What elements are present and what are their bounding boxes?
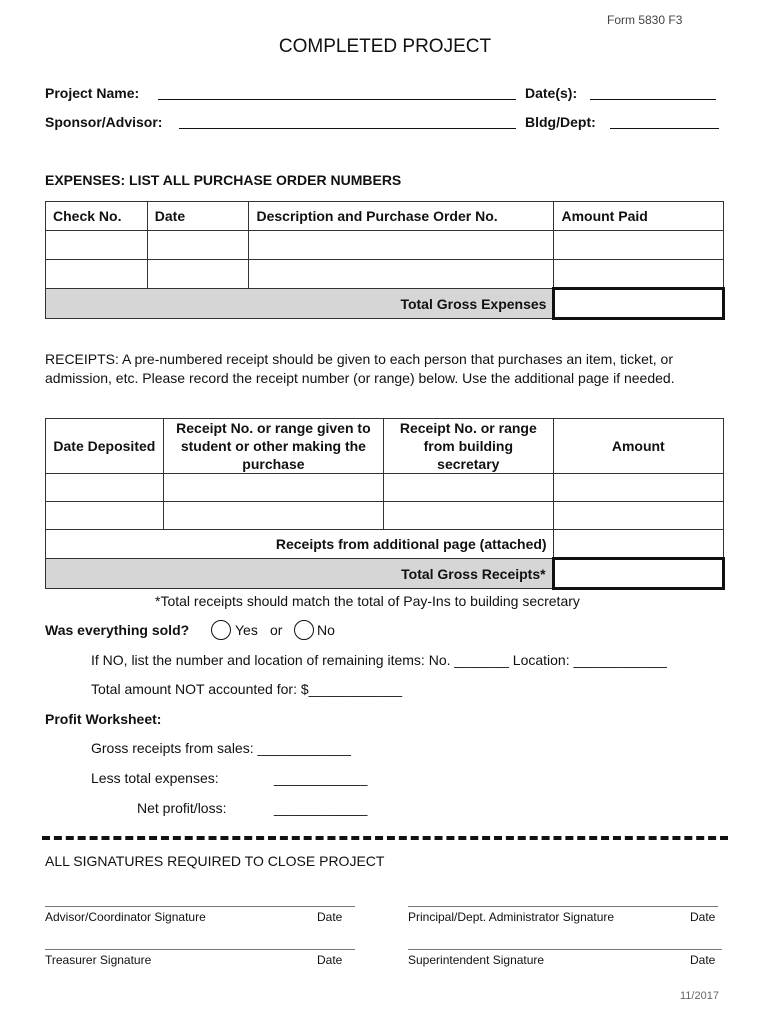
principal-date-label: Date: [690, 910, 716, 924]
advisor-signature-line[interactable]: [45, 906, 355, 907]
expenses-heading: EXPENSES: LIST ALL PURCHASE ORDER NUMBERS: [45, 172, 402, 188]
total-receipts-field[interactable]: [553, 559, 723, 589]
dashed-divider: [42, 836, 728, 840]
col-amount-paid: Amount Paid: [554, 202, 724, 231]
table-cell[interactable]: [249, 260, 554, 289]
col-description: Description and Purchase Order No.: [249, 202, 554, 231]
receipts-note: *Total receipts should match the total of Pay-Ins to building secretary: [155, 593, 580, 609]
not-accounted-line: Total amount NOT accounted for: $____________: [91, 681, 403, 697]
form-number: Form 5830 F3: [607, 13, 683, 27]
advisor-date-label: Date: [317, 910, 343, 924]
receipts-intro: RECEIPTS: A pre-numbered receipt should be given to each person that purchases an item, ticket, or admission, etc. Please record the receipt number (or range) below. Use the additional page if needed.: [45, 351, 675, 386]
net-profit-label: Net profit/loss:: [137, 800, 227, 816]
treasurer-signature-line[interactable]: [45, 949, 355, 950]
yes-radio[interactable]: [211, 620, 231, 640]
bldg-field[interactable]: [610, 128, 719, 129]
no-label: No: [317, 622, 335, 638]
additional-receipts-label: Receipts from additional page (attached): [46, 530, 554, 559]
less-expenses-blank: ____________: [274, 770, 368, 786]
treasurer-date-label: Date: [317, 953, 343, 967]
sold-question: Was everything sold?: [45, 622, 190, 638]
col-date-deposited: Date Deposited: [46, 419, 164, 474]
dates-field[interactable]: [590, 99, 716, 100]
table-cell[interactable]: [384, 502, 554, 530]
remaining-items-line: If NO, list the number and location of remaining items: No. _______ Location: ____________: [91, 652, 667, 668]
superintendent-signature-line[interactable]: [408, 949, 722, 950]
total-expenses-field[interactable]: [554, 289, 724, 319]
project-name-field[interactable]: [158, 99, 516, 100]
table-cell[interactable]: [553, 502, 723, 530]
sponsor-label: Sponsor/Advisor:: [45, 114, 163, 130]
gross-receipts-line: Gross receipts from sales: ____________: [91, 740, 351, 756]
table-cell[interactable]: [46, 474, 164, 502]
table-cell[interactable]: [147, 231, 249, 260]
table-cell[interactable]: [554, 260, 724, 289]
table-cell[interactable]: [553, 474, 723, 502]
table-cell[interactable]: [46, 231, 148, 260]
receipts-table: [45, 418, 725, 590]
total-expenses-label: Total Gross Expenses: [46, 289, 554, 319]
signatures-heading: ALL SIGNATURES REQUIRED TO CLOSE PROJECT: [45, 853, 385, 869]
col-amount: Amount: [553, 419, 723, 474]
page-title: COMPLETED PROJECT: [278, 36, 492, 57]
table-cell[interactable]: [384, 474, 554, 502]
sponsor-field[interactable]: [179, 128, 516, 129]
additional-receipts-field[interactable]: [553, 530, 723, 559]
yes-label: Yes: [235, 622, 258, 638]
no-radio[interactable]: [294, 620, 314, 640]
table-cell[interactable]: [249, 231, 554, 260]
table-cell[interactable]: [163, 474, 383, 502]
dates-label: Date(s):: [525, 85, 578, 101]
or-label: or: [270, 622, 283, 638]
bldg-label: Bldg/Dept:: [525, 114, 596, 130]
revision-date: 11/2017: [680, 990, 719, 1002]
table-cell[interactable]: [147, 260, 249, 289]
less-expenses-label: Less total expenses:: [91, 770, 219, 786]
project-name-label: Project Name:: [45, 85, 140, 101]
superintendent-signature-label: Superintendent Signature: [408, 953, 545, 967]
profit-heading: Profit Worksheet:: [45, 711, 162, 727]
table-cell[interactable]: [163, 502, 383, 530]
col-receipt-student: Receipt No. or range given to student or other making the purchase: [163, 419, 383, 474]
col-check-no: Check No.: [46, 202, 148, 231]
expenses-table: [45, 201, 725, 320]
table-cell[interactable]: [554, 231, 724, 260]
superintendent-date-label: Date: [690, 953, 716, 967]
treasurer-signature-label: Treasurer Signature: [45, 953, 152, 967]
principal-signature-line[interactable]: [408, 906, 718, 907]
principal-signature-label: Principal/Dept. Administrator Signature: [408, 910, 615, 924]
table-cell[interactable]: [46, 260, 148, 289]
col-date: Date: [147, 202, 249, 231]
advisor-signature-label: Advisor/Coordinator Signature: [45, 910, 206, 924]
net-profit-blank: ____________: [274, 800, 368, 816]
total-receipts-label: Total Gross Receipts*: [46, 559, 554, 589]
col-receipt-secretary: Receipt No. or range from building secretary: [384, 419, 554, 474]
table-cell[interactable]: [46, 502, 164, 530]
